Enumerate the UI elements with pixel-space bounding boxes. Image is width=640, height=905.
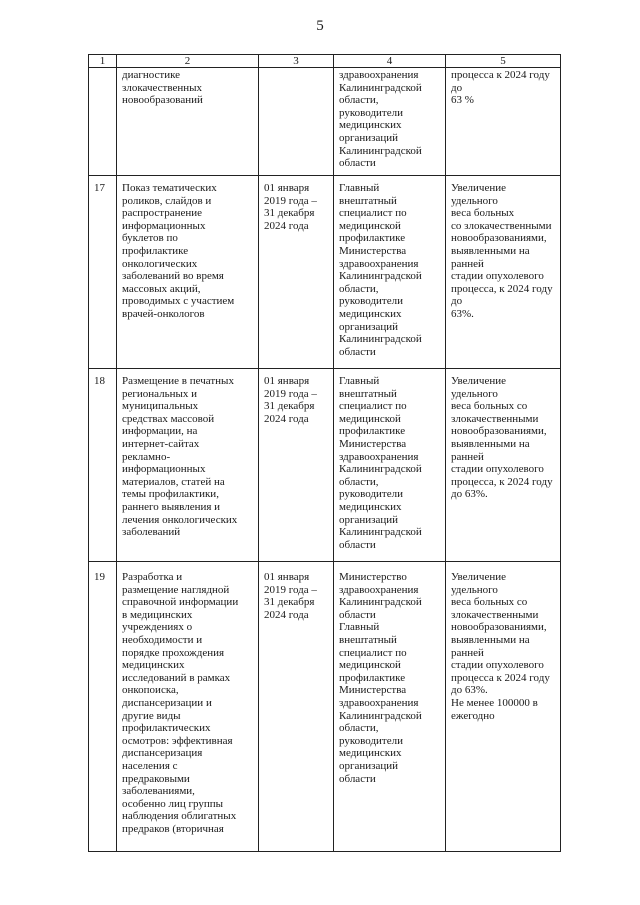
row-number	[89, 68, 117, 176]
column-header-3: 3	[259, 55, 334, 68]
term-cell	[259, 68, 334, 176]
result-cell: процесса к 2024 году до 63 %	[446, 68, 561, 176]
term-cell: 01 января 2019 года – 31 декабря 2024 года	[259, 562, 334, 852]
measure-cell: Разработка и размещение наглядной справочной информации в медицинских учреждениях о необходимости и порядке прохождения медицинских исследований в рамках онкопоиска, диспансеризации и другие виды профилактических осмотров: эффективная диспансеризация населения с предраковыми заболеваниями, особенно лиц группы наблюдения облигатных предраков (вторичная	[117, 562, 259, 852]
column-header-4: 4	[334, 55, 446, 68]
term-cell: 01 января 2019 года – 31 декабря 2024 года	[259, 369, 334, 562]
table-row	[89, 176, 561, 369]
table-row	[89, 562, 561, 852]
column-header-2: 2	[117, 55, 259, 68]
executor-cell: Главный внештатный специалист по медицинской профилактике Министерства здравоохранения Калининградской области, руководители медицинских организаций Калининградской области	[334, 369, 446, 562]
column-header-1: 1	[89, 55, 117, 68]
result-cell: Увеличение удельного веса больных со злокачественными новообразованиями, выявленными на ранней стадии опухолевого процесса, к 2024 году до 63%.	[446, 369, 561, 562]
row-number: 18	[89, 369, 117, 562]
table-header	[89, 55, 561, 68]
executor-cell: Главный внештатный специалист по медицинской профилактике Министерства здравоохранения Калининградской области, руководители медицинских организаций Калининградской области	[334, 176, 446, 369]
executor-cell: Министерство здравоохранения Калининградской области Главный внештатный специалист по медицинской профилактике Министерства здравоохранения Калининградской области, руководители медицинских организаций области	[334, 562, 446, 852]
measures-table	[88, 54, 561, 852]
result-cell: Увеличение удельного веса больных со злокачественными новообразованиями, выявленными на ранней стадии опухолевого процесса к 2024 году до 63%. Не менее 100000 в ежегодно	[446, 562, 561, 852]
measure-cell: Показ тематических роликов, слайдов и распространение информационных буклетов по профилактике онкологических заболеваний во время массовых акций, проводимых с участием врачей-онкологов	[117, 176, 259, 369]
column-header-5: 5	[446, 55, 561, 68]
measure-cell: Размещение в печатных региональных и муниципальных средствах массовой информации, на интернет-сайтах рекламно- информационных материалов, статей на темы профилактики, раннего выявления и лечения онкологических заболеваний	[117, 369, 259, 562]
measure-cell: диагностике злокачественных новообразований	[117, 68, 259, 176]
row-number: 17	[89, 176, 117, 369]
table-row	[89, 369, 561, 562]
result-cell: Увеличение удельного веса больных со злокачественными новообразованиями, выявленными на ранней стадии опухолевого процесса, к 2024 году до 63%.	[446, 176, 561, 369]
term-cell: 01 января 2019 года – 31 декабря 2024 года	[259, 176, 334, 369]
page-number: 5	[316, 18, 324, 34]
header-row	[89, 55, 561, 68]
row-number: 19	[89, 562, 117, 852]
table-row	[89, 68, 561, 176]
table-body	[89, 68, 561, 852]
executor-cell: здравоохранения Калининградской области, руководители медицинских организаций Калининградской области	[334, 68, 446, 176]
